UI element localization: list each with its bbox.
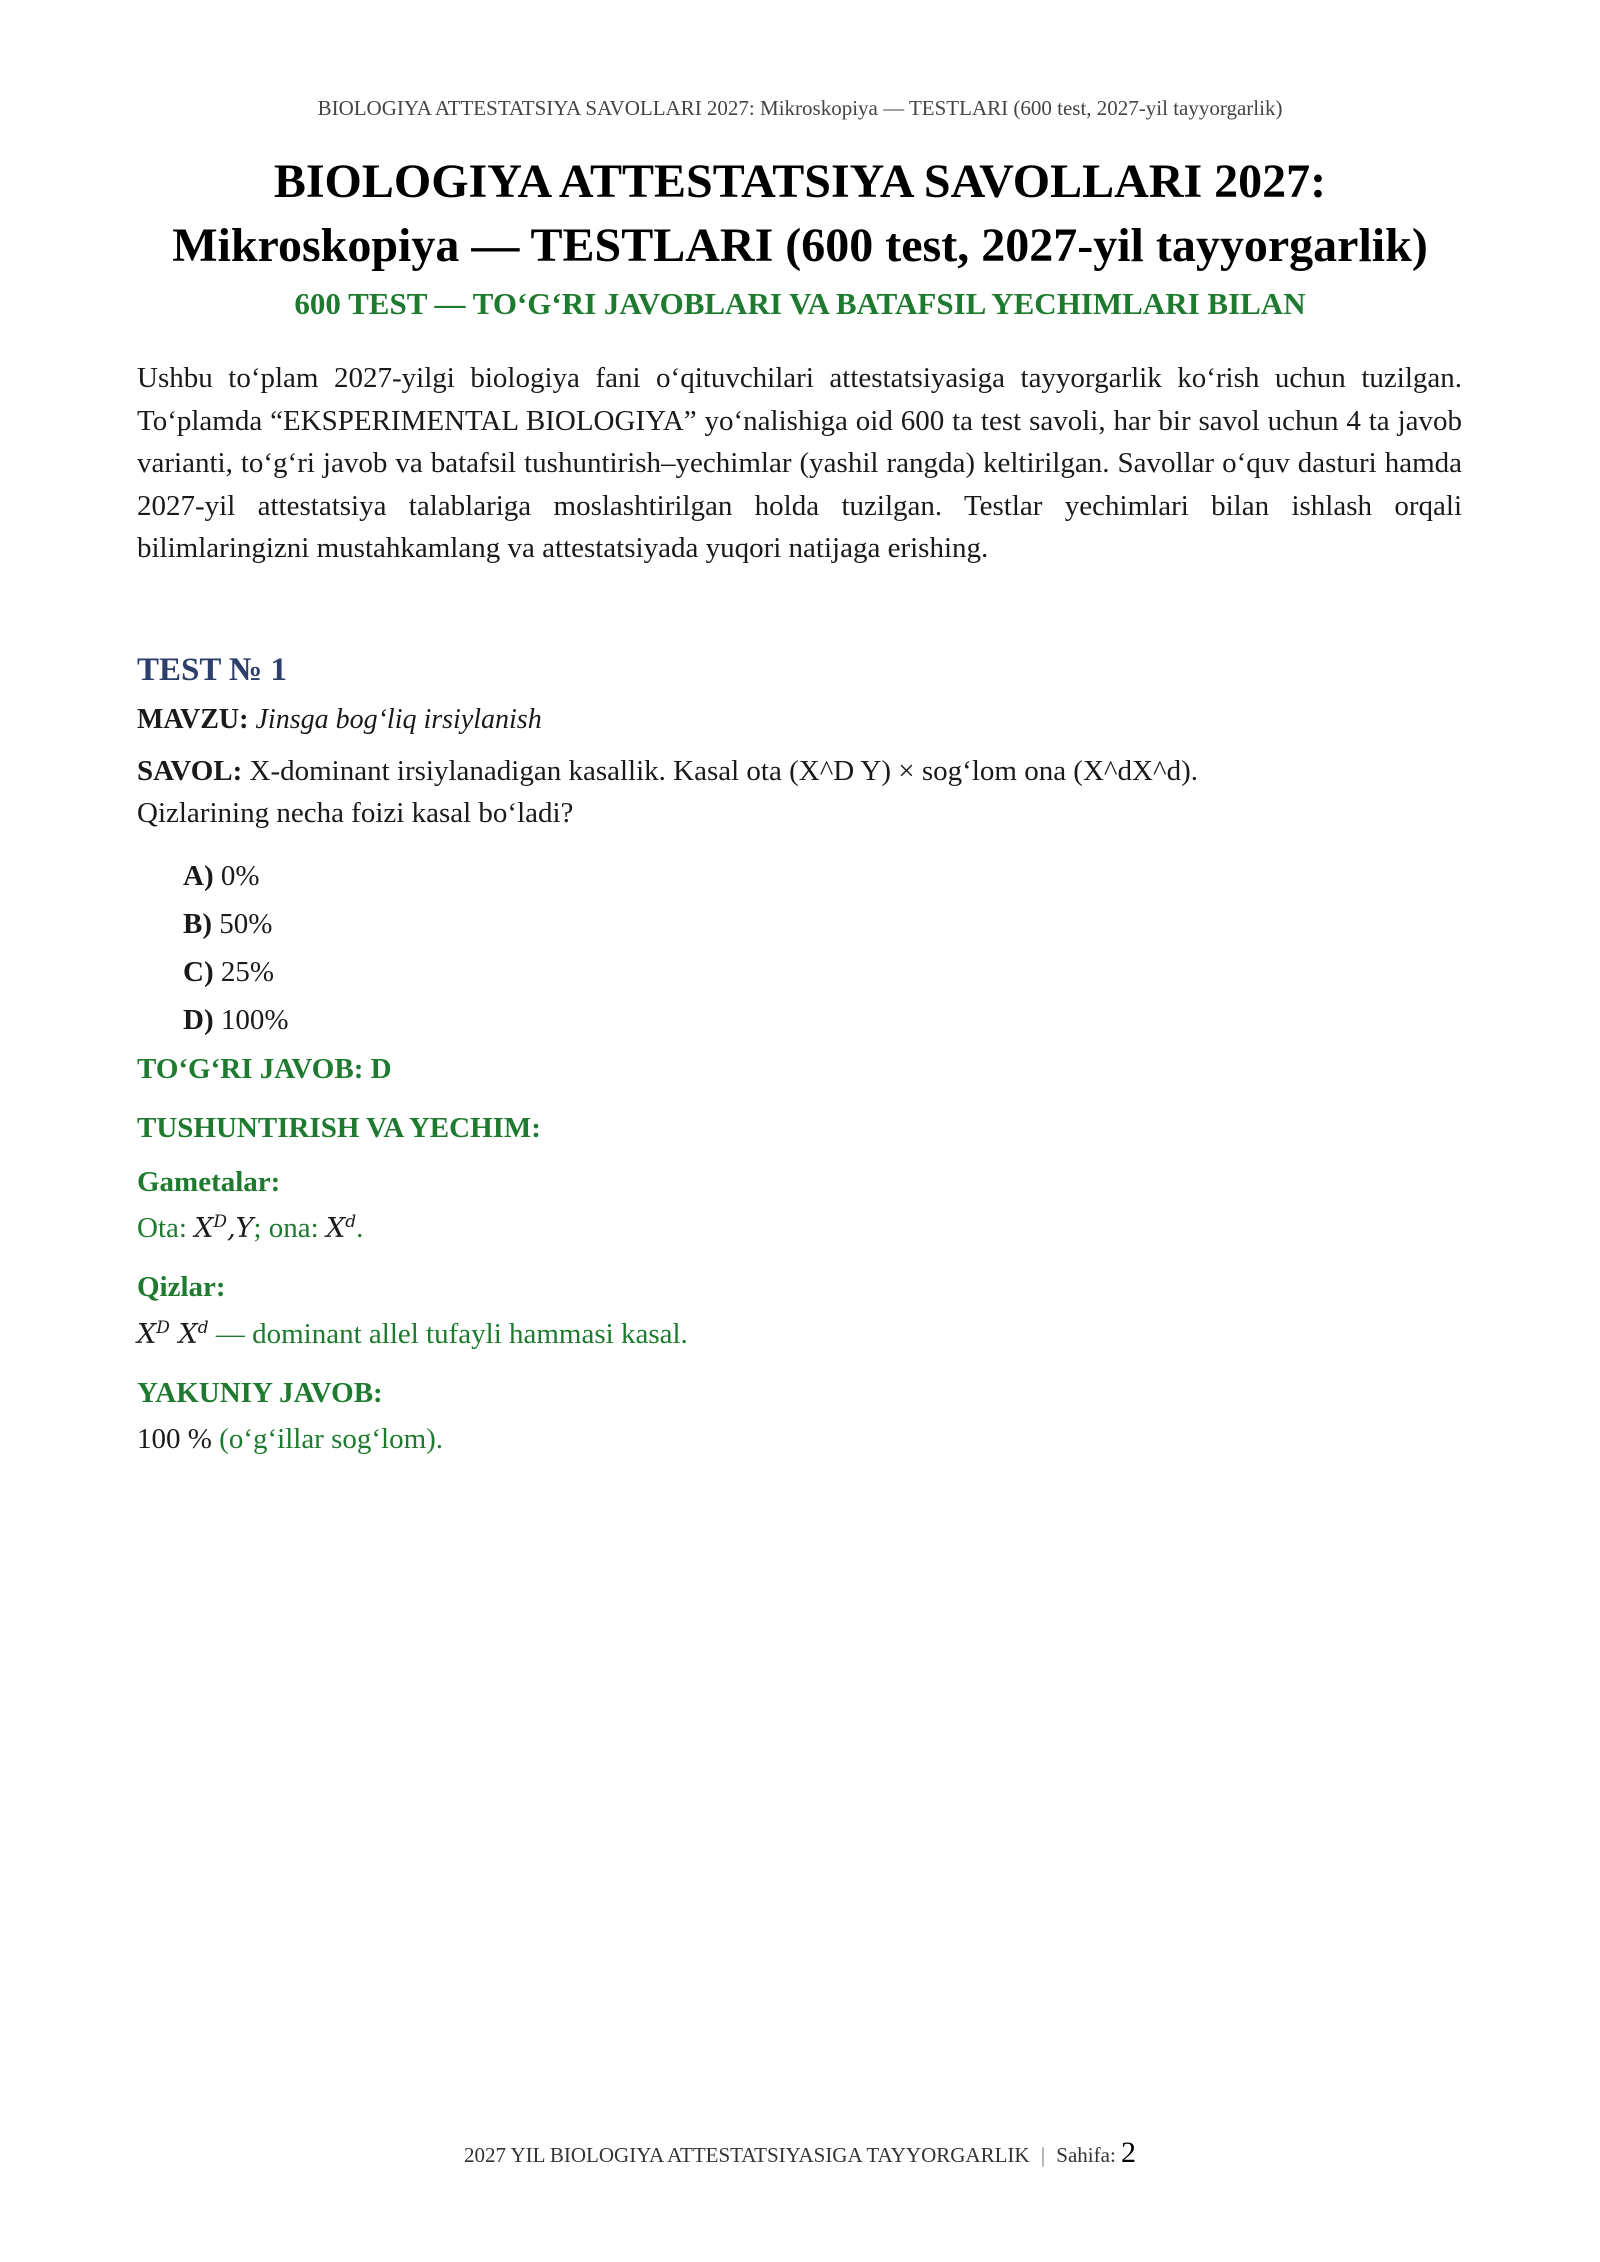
daughters-heading: Qizlar: bbox=[137, 1271, 226, 1303]
topic-value: Jinsga bog‘liq irsiylanish bbox=[255, 704, 542, 735]
option-text: 100% bbox=[220, 1004, 289, 1036]
document-subtitle: 600 TEST — TO‘G‘RI JAVOBLARI VA BATAFSIL YECHIMLARI BILAN bbox=[294, 286, 1306, 321]
footer-separator: | bbox=[1040, 2143, 1046, 2167]
option-c bbox=[183, 948, 1508, 996]
question bbox=[137, 750, 1462, 834]
gametes-heading: Gametalar: bbox=[137, 1166, 281, 1198]
intro-paragraph: Ushbu to‘plam 2027-yilgi biologiya fani o‘qituvchilari attestatsiyasiga tayyorgarlik ko‘rish uchun tuzilgan. To‘plamda “EKSPERIMENTAL BIOLOGIYA” yo‘nalishiga oid 600 ta test savoli, har bir savol uchun 4 ta javob varianti, to‘g‘ri javob va batafsil tushuntirish–yechimlar (yashil rangda) keltirilgan. Savollar o‘quv dasturi hamda 2027-yil attestatsiya talablariga moslashtirilgan holda tuzilgan. Testlar yechimlari bilan ishlash orqali bilimlaringizni mustahkamlang va attestatsiyada yuqori natijaga erishing. bbox=[137, 362, 1462, 564]
mother-label: ; ona: bbox=[253, 1212, 319, 1244]
father-label: Ota: bbox=[137, 1212, 187, 1244]
option-letter: D) bbox=[183, 1004, 214, 1036]
document-title bbox=[120, 150, 1480, 278]
option-letter: B) bbox=[183, 908, 212, 940]
question-text-line2: Qizlarining necha foizi kasal bo‘ladi? bbox=[137, 797, 574, 829]
mother-gamete-formula: $X^d$ bbox=[325, 1212, 357, 1244]
final-answer-note: (o‘g‘illar sog‘lom). bbox=[211, 1423, 444, 1455]
daughter-genotype-formula: $X^D$ $X^d$ bbox=[137, 1318, 209, 1350]
gametes-line: Ota: $X^D,Y$; ona: $X^d$. bbox=[137, 1212, 364, 1244]
option-text: 0% bbox=[220, 860, 260, 892]
question-label: SAVOL: bbox=[137, 755, 243, 787]
correct-answer: TO‘G‘RI JAVOB: D bbox=[137, 1053, 392, 1085]
option-d bbox=[183, 996, 1508, 1044]
explanation-heading: TUSHUNTIRISH VA YECHIM: bbox=[137, 1112, 541, 1144]
final-answer-value: 100 % bbox=[137, 1423, 212, 1455]
question-text-line1: X-dominant irsiylanadigan kasallik. Kasal ota (X^D Y) × sog‘lom ona (X^dX^d). bbox=[249, 755, 1198, 787]
running-header: BIOLOGIYA ATTESTATSIYA SAVOLLARI 2027: Mikroskopiya — TESTLARI (600 test, 2027-yil tayyorgarlik) bbox=[317, 96, 1283, 120]
title-line-1: BIOLOGIYA ATTESTATSIYA SAVOLLARI 2027: bbox=[273, 155, 1327, 208]
footer-page-label: Sahifa: bbox=[1056, 2143, 1116, 2167]
topic-line bbox=[137, 704, 1462, 736]
final-answer-heading: YAKUNIY JAVOB: bbox=[137, 1377, 383, 1409]
option-text: 50% bbox=[219, 908, 273, 940]
test-heading: TEST № 1 bbox=[137, 652, 287, 688]
answer-options bbox=[183, 852, 1508, 1044]
option-text: 25% bbox=[220, 956, 275, 988]
page-number: 2 bbox=[1121, 2136, 1137, 2169]
footer-text: 2027 YIL BIOLOGIYA ATTESTATSIYASIGA TAYYORGARLIK bbox=[463, 2143, 1030, 2167]
daughters-line bbox=[137, 1318, 1462, 1351]
father-gamete-formula: $X^D,Y$ bbox=[194, 1212, 254, 1244]
page-footer bbox=[0, 2136, 1600, 2170]
final-answer-line bbox=[137, 1423, 1462, 1456]
title-line-2: Mikroskopiya — TESTLARI (600 test, 2027-yil tayyorgarlik) bbox=[172, 219, 1428, 272]
option-b bbox=[183, 900, 1508, 948]
daughters-text: — dominant allel tufayli hammasi kasal. bbox=[208, 1318, 688, 1350]
topic-label: MAVZU: bbox=[137, 704, 249, 735]
option-letter: A) bbox=[183, 860, 214, 892]
option-letter: C) bbox=[183, 956, 214, 988]
option-a bbox=[183, 852, 1508, 900]
